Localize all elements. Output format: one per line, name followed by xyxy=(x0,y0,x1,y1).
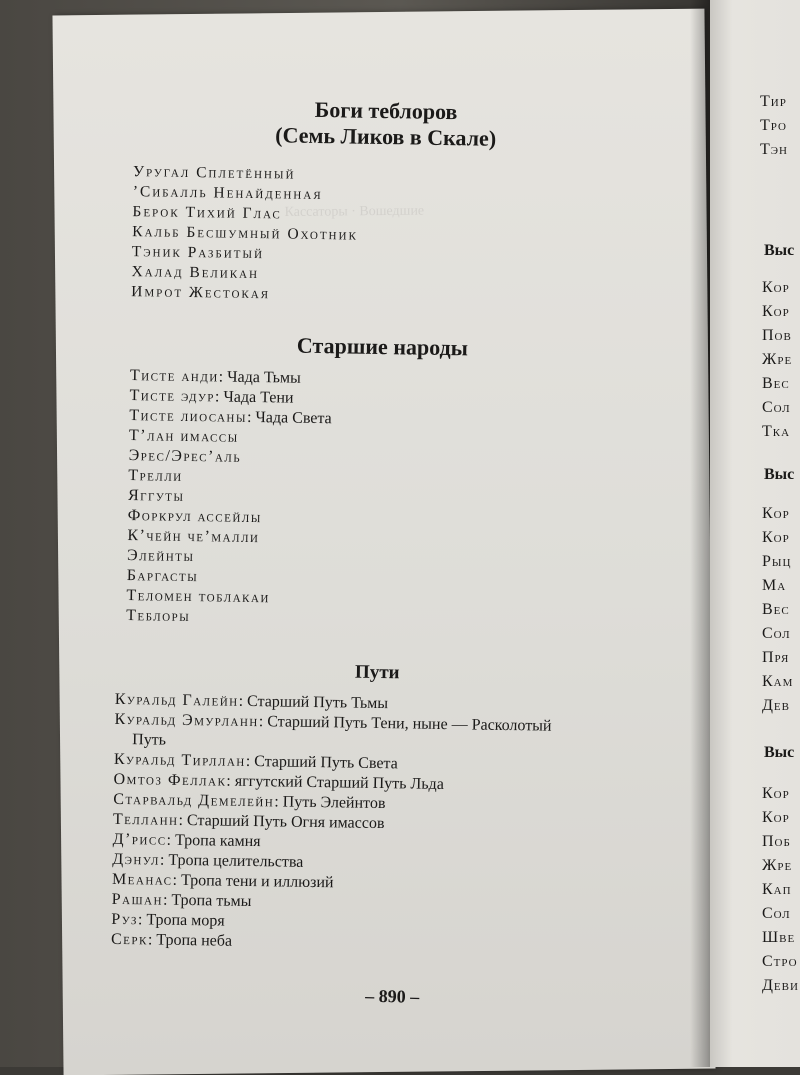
right-group-list xyxy=(762,502,800,718)
list-item: Кор xyxy=(762,782,800,806)
race-desc: : Чада Тени xyxy=(215,388,294,406)
warren-desc: : Тропа целительства xyxy=(160,852,304,871)
list-item: Пов xyxy=(762,324,800,348)
warren-name: Куральд Тирллан xyxy=(114,751,246,770)
race-name: Теломен тоблакаи xyxy=(126,587,270,606)
warrens-title: Пути xyxy=(157,657,597,689)
list-item: Деви xyxy=(762,974,800,998)
race-name: Тисте эдур xyxy=(129,387,215,405)
gods-title: Боги теблоров xyxy=(166,95,606,127)
list-item: Имрот Жестокая xyxy=(131,282,691,311)
list-item: Стро xyxy=(762,950,800,974)
warren-desc: : Тропа неба xyxy=(148,931,232,949)
right-group-heading: Выс xyxy=(764,466,794,484)
list-item: Дев xyxy=(762,694,800,718)
race-name: Форкрул ассейлы xyxy=(128,507,262,526)
gods-subtitle: (Семь Ликов в Скале) xyxy=(166,121,606,153)
list-item: Тка xyxy=(762,420,800,444)
race-name: Тисте лиосаны xyxy=(129,407,247,426)
right-group-list xyxy=(762,782,800,998)
list-item: Тир xyxy=(760,90,800,114)
right-page-text xyxy=(710,0,800,1067)
race-name: Т’лан имассы xyxy=(129,427,239,446)
list-item: Жре xyxy=(762,348,800,372)
list-item: Сол xyxy=(762,396,800,420)
list-item: Поб xyxy=(762,830,800,854)
race-name: Теблоры xyxy=(126,607,190,625)
warren-desc: : яггутский Старший Путь Льда xyxy=(226,773,444,793)
list-item: Кор xyxy=(762,526,800,550)
warren-desc: : Старший Путь Света xyxy=(246,753,398,772)
list-item: Тэник Разбитый xyxy=(132,242,692,271)
race-name: К’чейн че’малли xyxy=(127,527,259,546)
right-group-list xyxy=(762,276,800,444)
list-item: Уругал Сплетённый xyxy=(133,162,693,191)
warren-desc-continued: Путь xyxy=(114,730,654,758)
warren-name: Телланн xyxy=(113,811,179,829)
list-item: ’Сибалль Ненайденная xyxy=(133,182,693,211)
race-desc: : Чада Света xyxy=(247,409,332,427)
warren-name: Куральд Эмурланн xyxy=(114,711,259,730)
list-item: Берок Тихий Глас xyxy=(132,202,692,231)
list-item: Пря xyxy=(762,646,800,670)
warren-desc: : Тропа тени и иллюзий xyxy=(172,872,333,892)
list-item: Рыц xyxy=(762,550,800,574)
warren-desc: : Тропа моря xyxy=(138,911,225,929)
warren-desc: : Тропа камня xyxy=(166,832,260,850)
right-group-heading: Выс xyxy=(764,744,794,762)
warren-name: Серк xyxy=(111,931,148,949)
warren-desc: : Тропа тьмы xyxy=(163,892,252,910)
page-number: – 890 – xyxy=(332,985,452,1008)
list-item: Кап xyxy=(762,878,800,902)
list-item: Ма xyxy=(762,574,800,598)
list-item: Тэн xyxy=(760,138,800,162)
list-item: Вес xyxy=(762,372,800,396)
warren-desc: : Путь Элейнтов xyxy=(274,793,385,812)
list-item: Тро xyxy=(760,114,800,138)
gods-list xyxy=(131,162,693,311)
list-item: Сол xyxy=(762,902,800,926)
list-item: Кор xyxy=(762,300,800,324)
warren-name: Д’рисс xyxy=(113,831,167,849)
list-item: Кор xyxy=(762,502,800,526)
list-item: Кам xyxy=(762,670,800,694)
list-item: Халад Великан xyxy=(131,262,691,291)
warren-name: Дэнул xyxy=(112,851,160,869)
list-item: Кор xyxy=(762,806,800,830)
right-group-heading: Выс xyxy=(764,242,794,260)
elder-races-title: Старшие народы xyxy=(162,331,602,363)
list-item: Шве xyxy=(762,926,800,950)
warrens-list xyxy=(111,690,675,959)
warren-name: Куральд Галейн xyxy=(115,691,239,710)
list-item: Сол xyxy=(762,622,800,646)
list-item: Жре xyxy=(762,854,800,878)
race-name: Элейнты xyxy=(127,547,195,565)
left-book-page: Кассаторы · Вошедшие xyxy=(52,9,715,1075)
warren-desc: : Старший Путь Тьмы xyxy=(239,693,389,712)
list-item: Кальб Бесшумный Охотник xyxy=(132,222,692,251)
race-name: Эрес/Эрес’аль xyxy=(129,447,242,466)
warren-desc: : Старший Путь Тени, ныне — Расколотый xyxy=(259,713,552,735)
warren-name: Меанас xyxy=(112,871,173,889)
race-name: Трелли xyxy=(128,467,183,485)
race-name: Яггуты xyxy=(128,487,185,505)
warren-name: Старвальд Демелейн xyxy=(113,791,274,811)
warren-name: Руз xyxy=(111,911,138,928)
warren-name: Рашан xyxy=(112,891,164,909)
elder-races-list xyxy=(126,366,690,635)
race-name: Баргасты xyxy=(127,567,199,585)
right-top-list xyxy=(760,90,800,162)
race-desc: : Чада Тьмы xyxy=(219,368,301,386)
warren-name: Омтоз Феллак xyxy=(113,771,226,790)
race-name: Тисте анди xyxy=(130,367,219,385)
list-item: Вес xyxy=(762,598,800,622)
warren-desc: : Старший Путь Огня имассов xyxy=(178,812,384,832)
list-item: Кор xyxy=(762,276,800,300)
